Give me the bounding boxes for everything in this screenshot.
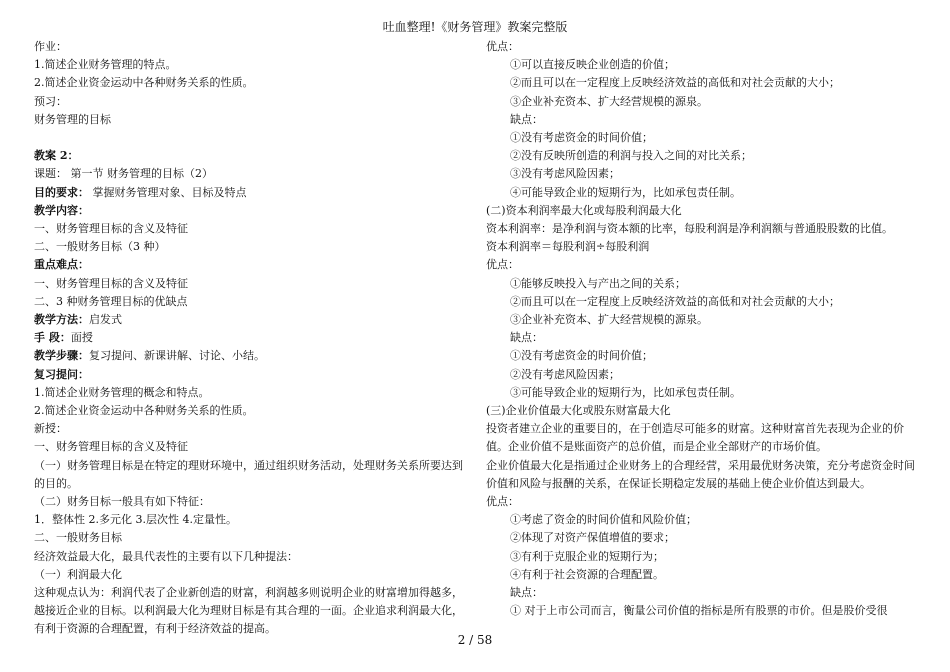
field-label: 目的要求： bbox=[34, 185, 89, 199]
page-number: 2 / 58 bbox=[457, 633, 493, 647]
right-line: ③没有考虑风险因素； bbox=[510, 167, 620, 181]
left-line bbox=[34, 347, 467, 365]
right-line: 缺点： bbox=[510, 586, 543, 600]
field-label: 手 段： bbox=[34, 331, 71, 345]
left-line: 经济效益最大化，最具代表性的主要有以下几种提法： bbox=[34, 549, 298, 563]
right-line: ④有利于社会资源的合理配置。 bbox=[510, 567, 664, 581]
left-line: 一、财务管理目标的含义及特征 bbox=[34, 222, 188, 236]
field-value: 面授 bbox=[70, 331, 93, 345]
left-blank-line bbox=[34, 129, 467, 147]
left-line bbox=[34, 184, 467, 202]
document-header bbox=[0, 20, 950, 34]
right-line: 缺点： bbox=[510, 331, 543, 345]
left-line: 课题： 第一节 财务管理的目标（2） bbox=[34, 167, 213, 181]
right-line: 优点： bbox=[486, 40, 519, 53]
left-line: 1.简述企业财务管理的概念和特点。 bbox=[34, 385, 210, 399]
right-line: ①没有考虑资金的时间价值； bbox=[510, 131, 653, 145]
right-line: 资本利润率＝每股利润÷每股利润 bbox=[486, 240, 650, 254]
header-title: 吐血整理!《财务管理》教案完整版 bbox=[382, 20, 568, 34]
right-line: ① 对于上市公司而言，衡量公司价值的指标是所有股票的市价。但是股价受很 bbox=[510, 604, 888, 618]
left-line: 预习： bbox=[34, 94, 67, 108]
left-line: 作业： bbox=[34, 40, 67, 53]
right-line: 资本利润率：是净利润与资本额的比率，每股利润是净利润额与普通股股数的比值。 bbox=[486, 222, 893, 236]
right-line: 优点： bbox=[486, 495, 519, 509]
right-line: ③企业补充资本、扩大经营规模的源泉。 bbox=[510, 313, 708, 327]
left-line: 教案 2： bbox=[34, 149, 79, 163]
left-line: 2.简述企业资金运动中各种财务关系的性质。 bbox=[34, 76, 254, 90]
left-line: 重点难点： bbox=[34, 258, 89, 272]
left-line bbox=[34, 329, 467, 347]
left-column bbox=[34, 38, 467, 639]
right-line: (二)资本利润率最大化或每股利润最大化 bbox=[486, 203, 682, 217]
right-line: 缺点： bbox=[510, 112, 543, 126]
right-line: ③可能导致企业的短期行为，比如承包责任制。 bbox=[510, 385, 741, 399]
left-line: 二、一般财务目标（3 种） bbox=[34, 240, 166, 254]
left-line: 财务管理的目标 bbox=[34, 112, 111, 126]
left-line: 1.简述企业财务管理的特点。 bbox=[34, 58, 177, 72]
right-column bbox=[486, 38, 922, 621]
right-line: ①考虑了资金的时间价值和风险价值； bbox=[510, 513, 697, 527]
right-line: ②而且可以在一定程度上反映经济效益的高低和对社会贡献的大小； bbox=[510, 294, 840, 308]
field-value: 掌握财务管理对象、目标及特点 bbox=[89, 185, 247, 199]
left-line: 教学内容： bbox=[34, 203, 89, 217]
left-line: （二）财务目标一般具有如下特征： bbox=[34, 495, 210, 509]
left-line: （一）利润最大化 bbox=[34, 567, 122, 581]
left-line: 复习提问： bbox=[34, 367, 89, 381]
right-line: 企业价值最大化是指通过企业财务上的合理经营，采用最优财务决策，充分考虑资金时间价值和风险与报酬的关系，在保证长期稳定发展的基础上使企业价值达到最大。 bbox=[486, 458, 915, 490]
left-line: 新授： bbox=[34, 422, 67, 436]
field-label: 教学方法： bbox=[34, 313, 89, 327]
right-line: ②没有反映所创造的利润与投入之间的对比关系； bbox=[510, 149, 752, 163]
left-line: 二、3 种财务管理目标的优缺点 bbox=[34, 294, 188, 308]
right-line: 投资者建立企业的重要目的，在于创造尽可能多的财富。这种财富首先表现为企业的价值。企业价值不是账面资产的总价值，而是企业全部财产的市场价值。 bbox=[486, 422, 904, 454]
right-line: ④可能导致企业的短期行为，比如承包责任制。 bbox=[510, 185, 741, 199]
right-line: ①可以直接反映企业创造的价值； bbox=[510, 58, 675, 72]
field-label: 教学步骤： bbox=[34, 349, 89, 363]
left-line: 这种观点认为：利润代表了企业新创造的财富，利润越多则说明企业的财富增加得越多，越接近企业的目标。以利润最大化为理财目标是有其合理的一面。企业追求利润最大化，有利于资源的合理配置，有利于经济效益的提高。 bbox=[34, 586, 463, 636]
field-value: 复习提问、新课讲解、讨论、小结。 bbox=[89, 349, 265, 363]
right-line: (三)企业价值最大化或股东财富最大化 bbox=[486, 404, 671, 418]
right-line: ①能够反映投入与产出之间的关系； bbox=[510, 276, 686, 290]
left-line: 1．整体性 2.多元化 3.层次性 4.定量性。 bbox=[34, 513, 237, 527]
left-line bbox=[34, 311, 467, 329]
right-line: ③有利于克服企业的短期行为； bbox=[510, 549, 664, 563]
right-line: ②体现了对资产保值增值的要求； bbox=[510, 531, 675, 545]
left-line: 一、财务管理目标的含义及特征 bbox=[34, 440, 188, 454]
right-line: ③企业补充资本、扩大经营规模的源泉。 bbox=[510, 94, 708, 108]
page-footer bbox=[0, 633, 950, 647]
left-line: 2.简述企业资金运动中各种财务关系的性质。 bbox=[34, 404, 254, 418]
right-line: ②而且可以在一定程度上反映经济效益的高低和对社会贡献的大小； bbox=[510, 76, 840, 90]
field-value: 启发式 bbox=[89, 313, 122, 327]
left-line: 一、财务管理目标的含义及特征 bbox=[34, 276, 188, 290]
right-line: ②没有考虑风险因素； bbox=[510, 367, 620, 381]
right-line: 优点： bbox=[486, 258, 519, 272]
right-line: ①没有考虑资金的时间价值； bbox=[510, 349, 653, 363]
left-line: （一）财务管理目标是在特定的理财环境中，通过组织财务活动，处理财务关系所要达到的目的。 bbox=[34, 458, 463, 490]
left-line: 二、一般财务目标 bbox=[34, 531, 122, 545]
